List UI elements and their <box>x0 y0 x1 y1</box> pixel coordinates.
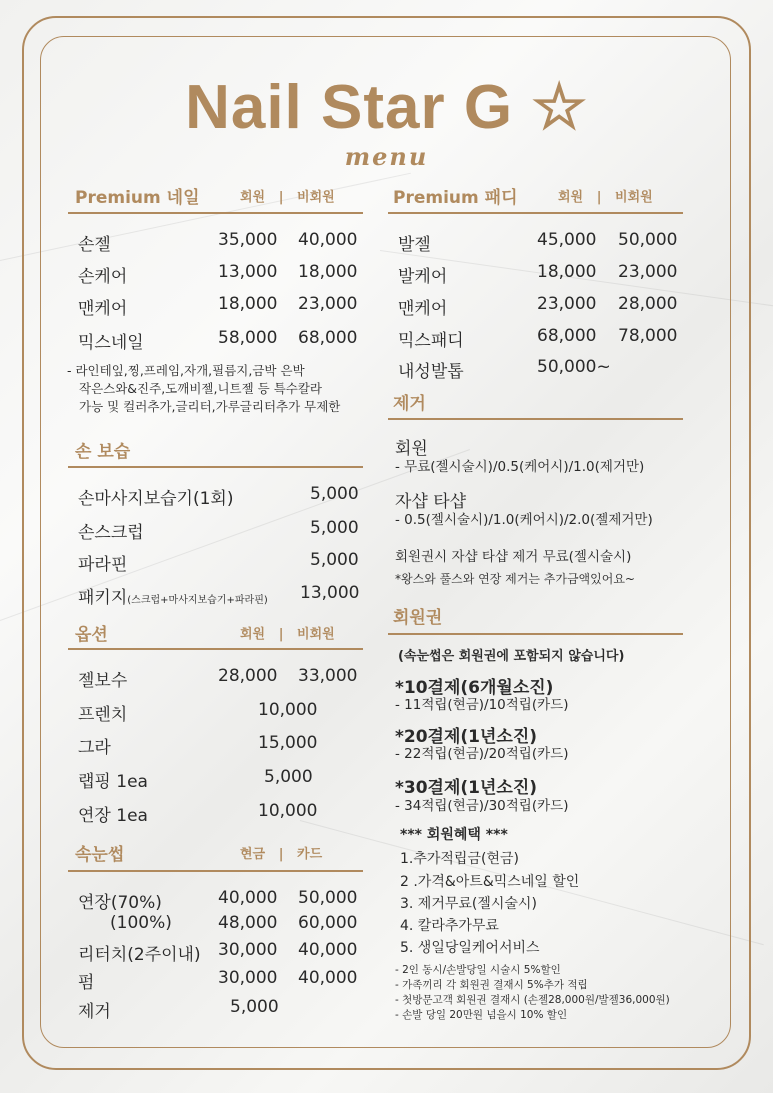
nonmember-price: 28,000 <box>618 294 678 314</box>
card-price: 40,000 <box>298 968 358 988</box>
menu-item-name: 믹스패디 <box>398 331 464 351</box>
member-price: 18,000 <box>218 294 278 314</box>
menu-item-name: 손스크럽 <box>78 523 144 543</box>
menu-item-name: 랩핑 1ea <box>78 772 148 792</box>
membership-plan: *20결제(1년소진) <box>395 727 538 747</box>
nonmember-price: 40,000 <box>298 230 358 250</box>
nail-note: 작은스와&진주,도깨비젤,니트젤 등 특수칼라 <box>79 381 322 396</box>
menu-item-name: 연장 1ea <box>78 806 148 826</box>
menu-item-name: 발젤 <box>398 235 431 255</box>
premium-nail-title: Premium 네일 <box>75 188 200 208</box>
price: 5,000 <box>310 518 359 538</box>
price: 13,000 <box>300 583 360 603</box>
menu-item-name: 내성발톱 <box>398 362 464 382</box>
benefit-item: 3. 제거무료(젤시술시) <box>400 896 537 912</box>
divider <box>68 870 363 872</box>
menu-item-name: 파라핀 <box>78 555 128 575</box>
benefit-item: 2 .가격&아트&믹스네일 할인 <box>400 874 580 890</box>
menu-item-name: 프렌치 <box>78 705 128 725</box>
benefit-item: 1.추가적립금(현금) <box>400 851 519 867</box>
nonmember-price: 23,000 <box>298 294 358 314</box>
menu-item-name: 젤보수 <box>78 671 128 691</box>
nonmember-price: 78,000 <box>618 326 678 346</box>
nonmember-price: 50,000 <box>618 230 678 250</box>
fine-print: - 첫방문고객 회원권 결재시 (손젤28,000원/발젤36,000원) <box>395 994 670 1006</box>
card-price: 40,000 <box>298 940 358 960</box>
member-price: 28,000 <box>218 666 278 686</box>
menu-item-name: (100%) <box>110 913 172 933</box>
brand-title: Nail Star G ☆ <box>0 70 773 143</box>
membership-title: 회원권 <box>393 608 443 628</box>
lash-title: 속눈썹 <box>75 845 125 865</box>
premium-pedi-cols: 회원 | 비회원 <box>558 190 653 205</box>
removal-member-label: 회원 <box>395 439 428 459</box>
member-price: 13,000 <box>218 262 278 282</box>
menu-subtitle: menu <box>344 142 429 171</box>
benefit-item: 5. 생일당일케어서비스 <box>400 940 540 956</box>
menu-item-name: 맨케어 <box>78 299 128 319</box>
menu-item-name: 그라 <box>78 738 111 758</box>
hand-moist-title: 손 보습 <box>75 442 131 462</box>
divider <box>388 633 683 635</box>
cash-price: 30,000 <box>218 940 278 960</box>
menu-item-name: 제거 <box>78 1002 111 1022</box>
membership-plan-detail: - 34적립(현금)/30적립(카드) <box>395 798 569 814</box>
removal-note: 회원권시 자샵 타샵 제거 무료(젤시술시) <box>395 549 632 565</box>
membership-plan: *10결제(6개월소진) <box>395 678 554 698</box>
price: 5,000 <box>310 550 359 570</box>
menu-item-name: 패키지(스크럽+마사지보습기+파라핀) <box>78 588 268 608</box>
price: 5,000 <box>310 484 359 504</box>
fine-print: - 2인 동시/손발당일 시술시 5%할인 <box>395 964 561 976</box>
card-price: 50,000 <box>298 888 358 908</box>
divider <box>388 212 683 214</box>
cash-price: 40,000 <box>218 888 278 908</box>
menu-item-name: 발케어 <box>398 267 448 287</box>
divider <box>68 466 363 468</box>
member-price: 23,000 <box>537 294 597 314</box>
member-price: 45,000 <box>537 230 597 250</box>
removal-member-detail: - 무료(젤시술시)/0.5(케어시)/1.0(제거만) <box>395 459 645 475</box>
removal-other-label: 자샵 타샵 <box>395 492 467 512</box>
premium-nail-cols: 회원 | 비회원 <box>240 190 335 205</box>
price: 10,000 <box>258 801 318 821</box>
benefit-item: 4. 칼라추가무료 <box>400 918 499 934</box>
menu-item-name: 펌 <box>78 973 95 993</box>
membership-notice: (속눈썹은 회원권에 포함되지 않습니다) <box>398 649 625 664</box>
benefits-title: *** 회원혜택 *** <box>400 827 508 843</box>
member-price: 68,000 <box>537 326 597 346</box>
nonmember-price: 68,000 <box>298 328 358 348</box>
menu-item-name: 연장(70%) <box>78 893 162 913</box>
divider <box>68 212 363 214</box>
membership-plan: *30결제(1년소진) <box>395 778 538 798</box>
menu-item-name: 손젤 <box>78 235 111 255</box>
divider <box>388 418 683 420</box>
nail-note: - 라인테잎,찡,프레임,자개,필름지,금박 은박 <box>67 363 305 378</box>
nonmember-price: 23,000 <box>618 262 678 282</box>
menu-item-name: 믹스네일 <box>78 333 144 353</box>
removal-note: *왕스와 풀스와 연장 제거는 추가금액있어요~ <box>395 572 635 586</box>
menu-item-name: 리터치(2주이내) <box>78 945 201 965</box>
menu-item-name: 손마사지보습기(1회) <box>78 489 234 509</box>
nonmember-price: 33,000 <box>298 666 358 686</box>
fine-print: - 가족끼리 각 회원권 결재시 5%추가 적립 <box>395 979 588 991</box>
lash-cols: 현금 | 카드 <box>240 847 323 862</box>
menu-item-name: 맨케어 <box>398 299 448 319</box>
divider <box>68 648 363 650</box>
star-icon: ☆ <box>531 73 588 142</box>
cash-price: 5,000 <box>230 997 279 1017</box>
cash-price: 48,000 <box>218 913 278 933</box>
member-price: 58,000 <box>218 328 278 348</box>
premium-pedi-title: Premium 패디 <box>393 188 518 208</box>
options-title: 옵션 <box>75 625 108 645</box>
member-price: 35,000 <box>218 230 278 250</box>
nonmember-price: 18,000 <box>298 262 358 282</box>
nail-note: 가능 및 컬러추가,글리터,가루글리터추가 무제한 <box>79 399 341 414</box>
membership-plan-detail: - 22적립(현금)/20적립(카드) <box>395 746 569 762</box>
membership-plan-detail: - 11적립(현금)/10적립(카드) <box>395 697 569 713</box>
cash-price: 30,000 <box>218 968 278 988</box>
removal-other-detail: - 0.5(젤시술시)/1.0(케어시)/2.0(젤제거만) <box>395 512 653 528</box>
price: 5,000 <box>264 767 313 787</box>
card-price: 60,000 <box>298 913 358 933</box>
removal-title: 제거 <box>393 394 426 414</box>
fine-print: - 손발 당일 20만원 넘을시 10% 할인 <box>395 1009 568 1021</box>
price: 10,000 <box>258 700 318 720</box>
menu-item-name: 손케어 <box>78 267 128 287</box>
options-cols: 회원 | 비회원 <box>240 627 335 642</box>
member-price: 18,000 <box>537 262 597 282</box>
member-price: 50,000~ <box>537 357 611 377</box>
price: 15,000 <box>258 733 318 753</box>
